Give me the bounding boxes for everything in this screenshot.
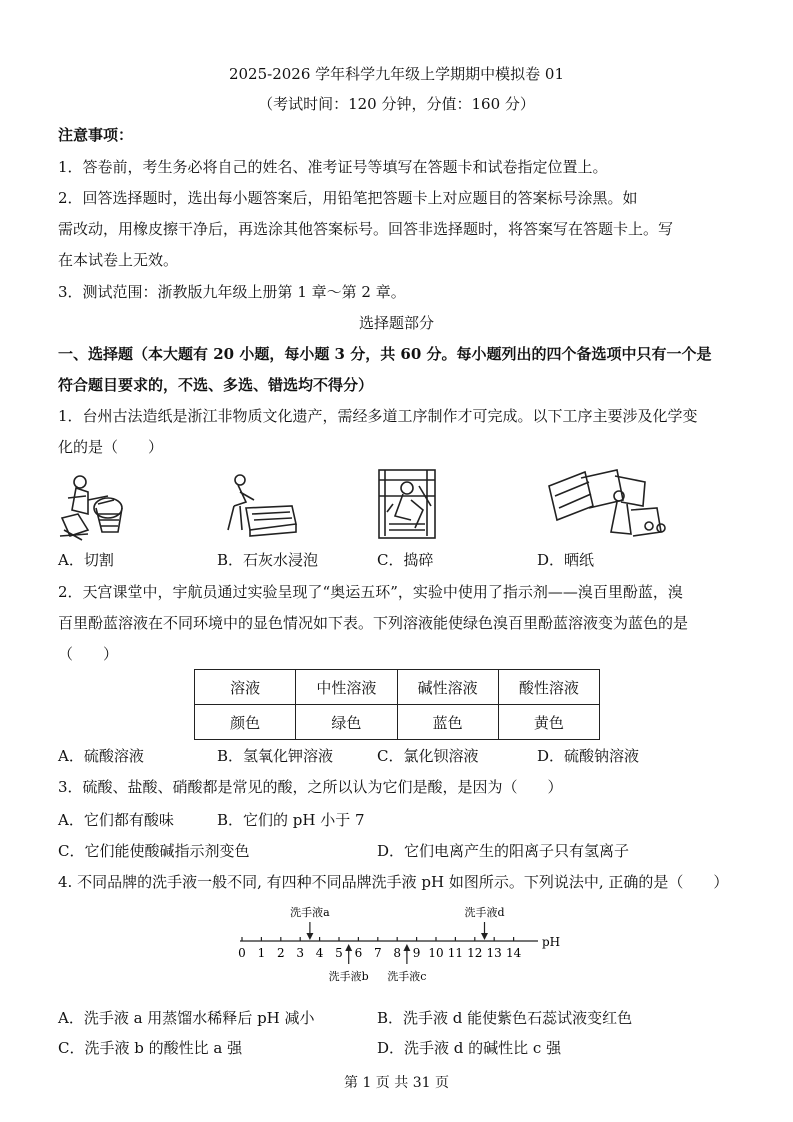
ph-marker-arrowhead — [345, 944, 352, 951]
ph-axis-label: pH — [542, 935, 561, 949]
table-cell: 中性溶液 — [296, 670, 397, 705]
section-part: 选择题部分 — [358, 314, 434, 332]
q3-option-b[interactable]: B．它们的 pH 小于 7 — [217, 811, 365, 829]
q2-option-b[interactable]: B．氢氧化钾溶液 — [217, 747, 334, 765]
ph-tick-label: 11 — [447, 946, 464, 960]
q1-option-a[interactable]: A．切割 — [58, 551, 114, 569]
lime-soaking-illustration — [218, 472, 298, 540]
ph-tick-label: 14 — [505, 946, 522, 960]
note-2-cont2: 在本试卷上无效。 — [58, 251, 179, 269]
ph-tick-label: 7 — [373, 946, 382, 960]
drying-paper-illustration — [545, 466, 669, 542]
q4-option-b[interactable]: B．洗手液 d 能使紫色石蕊试液变红色 — [377, 1009, 633, 1027]
ph-tick-label: 12 — [467, 946, 483, 960]
q2-option-d[interactable]: D．硫酸钠溶液 — [537, 747, 640, 765]
table-cell: 碱性溶液 — [397, 670, 498, 705]
exam-title: 2025-2026 学年科学九年级上学期期中模拟卷 01 — [228, 65, 565, 83]
section-heading-cont: 符合题目要求的，不选、多选、错选均不得分） — [58, 376, 374, 394]
ph-tick-label: 2 — [276, 946, 285, 960]
note-1: 1．答卷前，考生务必将自己的姓名、准考证号等填写在答题卡和试卷指定位置上。 — [58, 158, 608, 176]
ph-tick-label: 13 — [486, 946, 502, 960]
notes-heading: 注意事项： — [58, 126, 134, 144]
table-row — [195, 670, 600, 705]
ph-marker-label: 洗手液c — [387, 970, 427, 983]
q2-stem-blank: （ ） — [58, 645, 119, 663]
table-cell: 绿色 — [296, 705, 397, 740]
table-cell: 蓝色 — [397, 705, 498, 740]
q3-option-d[interactable]: D．它们电离产生的阳离子只有氢离子 — [377, 842, 630, 860]
table-row — [195, 705, 600, 740]
ph-marker-label: 洗手液b — [328, 970, 369, 983]
ph-tick-label: 10 — [428, 946, 444, 960]
q1-stem-cont: 化的是（ ） — [58, 438, 164, 456]
q4-stem: 4. 不同品牌的洗手液一般不同, 有四种不同品牌洗手液 pH 如图所示。下列说法中, 正确的是（ ） — [58, 873, 729, 891]
ph-tick-label: 6 — [354, 946, 363, 960]
q4-option-d[interactable]: D．洗手液 d 的碱性比 c 强 — [377, 1039, 562, 1057]
ph-tick-label: 8 — [393, 946, 402, 960]
q1-stem: 1．台州古法造纸是浙江非物质文化遗产，需经多道工序制作才可完成。以下工序主要涉及化学变 — [58, 407, 698, 425]
q1-option-b[interactable]: B．石灰水浸泡 — [217, 551, 319, 569]
table-cell: 颜色 — [195, 705, 296, 740]
table-cell: 黄色 — [498, 705, 599, 740]
section-heading: 一、选择题（本大题有 20 小题，每小题 3 分，共 60 分。每小题列出的四个备选项中只有一个是 — [58, 345, 712, 363]
exam-subtitle: （考试时间：120 分钟，分值：160 分） — [258, 95, 535, 113]
ph-tick-label: 5 — [335, 946, 343, 960]
ph-tick-label: 1 — [257, 946, 266, 960]
table-cell: 酸性溶液 — [498, 670, 599, 705]
q2-stem: 2．天宫课堂中，宇航员通过实验呈现了“奥运五环”，实验中使用了指示剂——溴百里酚蓝，溴 — [58, 583, 683, 601]
cutting-illustration — [58, 470, 128, 542]
note-3: 3．测试范围：浙教版九年级上册第 1 章～第 2 章。 — [58, 283, 406, 301]
ph-tick-label: 9 — [412, 946, 421, 960]
ph-tick-label: 4 — [315, 946, 324, 960]
indicator-color-table — [194, 669, 600, 740]
page-number: 第 1 页 共 31 页 — [344, 1075, 449, 1091]
ph-scale-figure — [230, 900, 570, 996]
ph-marker-arrowhead — [306, 933, 313, 940]
q2-option-a[interactable]: A．硫酸溶液 — [58, 747, 144, 765]
ph-marker-label: 洗手液d — [464, 906, 505, 919]
q4-option-c[interactable]: C．洗手液 b 的酸性比 a 强 — [58, 1039, 243, 1057]
q3-option-c[interactable]: C．它们能使酸碱指示剂变色 — [58, 842, 250, 860]
pounding-illustration — [375, 466, 439, 542]
note-2: 2．回答选择题时，选出每小题答案后，用铅笔把答题卡上对应题目的答案标号涂黑。如 — [58, 189, 638, 207]
q2-option-c[interactable]: C．氯化钡溶液 — [377, 747, 479, 765]
q1-option-d[interactable]: D．晒纸 — [537, 551, 595, 569]
ph-marker-arrowhead — [403, 944, 410, 951]
ph-tick-label: 3 — [296, 946, 305, 960]
table-cell: 溶液 — [195, 670, 296, 705]
note-2-cont: 需改动，用橡皮擦干净后，再选涂其他答案标号。回答非选择题时，将答案写在答题卡上。写 — [58, 220, 674, 238]
q4-option-a[interactable]: A．洗手液 a 用蒸馏水稀释后 pH 减小 — [58, 1009, 315, 1027]
ph-marker-arrowhead — [481, 933, 488, 940]
q1-option-c[interactable]: C．捣碎 — [377, 551, 434, 569]
q2-stem-cont: 百里酚蓝溶液在不同环境中的显色情况如下表。下列溶液能使绿色溴百里酚蓝溶液变为蓝色的是 — [58, 614, 689, 632]
ph-tick-label: 0 — [238, 946, 246, 960]
ph-marker-label: 洗手液a — [290, 906, 330, 919]
q3-stem: 3．硫酸、盐酸、硝酸都是常见的酸，之所以认为它们是酸，是因为（ ） — [58, 778, 563, 796]
q3-option-a[interactable]: A．它们都有酸味 — [58, 811, 174, 829]
